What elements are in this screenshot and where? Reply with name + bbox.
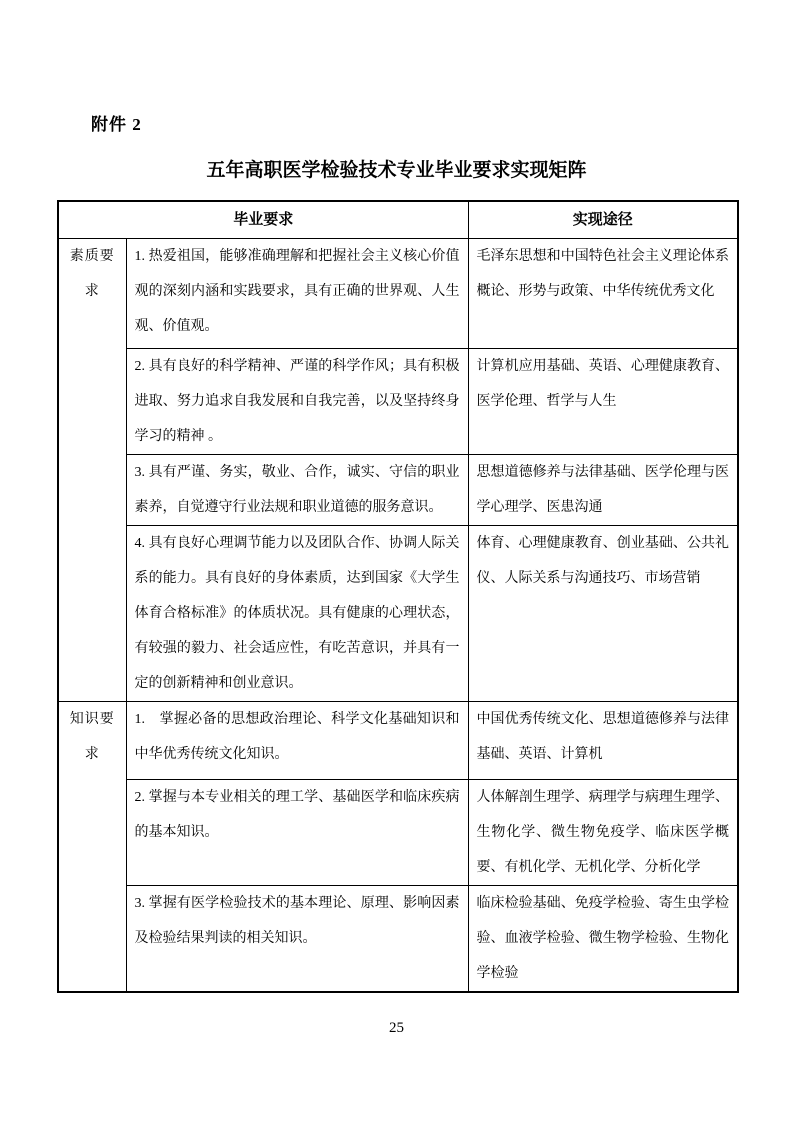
table-row [58, 885, 738, 992]
table-row [58, 525, 738, 701]
table-row [58, 348, 738, 454]
path-cell: 毛泽东思想和中国特色社会主义理论体系概论、形势与政策、中华传统优秀文化 [468, 238, 738, 348]
table-row [58, 779, 738, 885]
requirement-cell: 3. 掌握有医学检验技术的基本理论、原理、影响因素及检验结果判读的相关知识。 [126, 885, 468, 992]
requirement-cell: 4. 具有良好心理调节能力以及团队合作、协调人际关系的能力。具有良好的身体素质，达到国家《大学生体育合格标准》的体质状况。具有健康的心理状态，有较强的毅力、社会适应性，有吃苦意识，并具有一定的创新精神和创业意识。 [126, 525, 468, 701]
attachment-label: 附件 2 [91, 115, 142, 134]
path-cell: 人体解剖生理学、病理学与病理生理学、生物化学、微生物免疫学、临床医学概要、有机化学、无机化学、分析化学 [468, 779, 738, 885]
requirement-cell: 2. 掌握与本专业相关的理工学、基础医学和临床疾病的基本知识。 [126, 779, 468, 885]
table-header-row [58, 201, 738, 238]
requirement-cell: 3. 具有严谨、务实，敬业、合作，诚实、守信的职业素养，自觉遵守行业法规和职业道德的服务意识。 [126, 454, 468, 525]
path-cell: 思想道德修养与法律基础、医学伦理与医学心理学、医患沟通 [468, 454, 738, 525]
section-label-quality-requirements: 素质要求 [58, 238, 126, 701]
section-label-knowledge-requirements: 知识要求 [58, 701, 126, 992]
page-number: 25 [389, 1020, 404, 1036]
table-row [58, 238, 738, 348]
path-cell: 临床检验基础、免疫学检验、寄生虫学检验、血液学检验、微生物学检验、生物化学检验 [468, 885, 738, 992]
table-row [58, 454, 738, 525]
requirements-matrix-table [57, 200, 739, 993]
path-cell: 中国优秀传统文化、思想道德修养与法律基础、英语、计算机 [468, 701, 738, 779]
column-header-graduation-requirements: 毕业要求 [58, 201, 468, 238]
path-cell: 计算机应用基础、英语、心理健康教育、医学伦理、哲学与人生 [468, 348, 738, 454]
path-cell: 体育、心理健康教育、创业基础、公共礼仪、人际关系与沟通技巧、市场营销 [468, 525, 738, 701]
requirement-cell: 1. 热爱祖国，能够准确理解和把握社会主义核心价值观的深刻内涵和实践要求，具有正确的世界观、人生观、价值观。 [126, 238, 468, 348]
table-row [58, 701, 738, 779]
page-title: 五年高职医学检验技术专业毕业要求实现矩阵 [206, 160, 587, 181]
requirement-cell: 1. 掌握必备的思想政治理论、科学文化基础知识和中华优秀传统文化知识。 [126, 701, 468, 779]
requirement-cell: 2. 具有良好的科学精神、严谨的科学作风；具有积极进取、努力追求自我发展和自我完善，以及坚持终身学习的精神 。 [126, 348, 468, 454]
column-header-implementation-path: 实现途径 [468, 201, 738, 238]
